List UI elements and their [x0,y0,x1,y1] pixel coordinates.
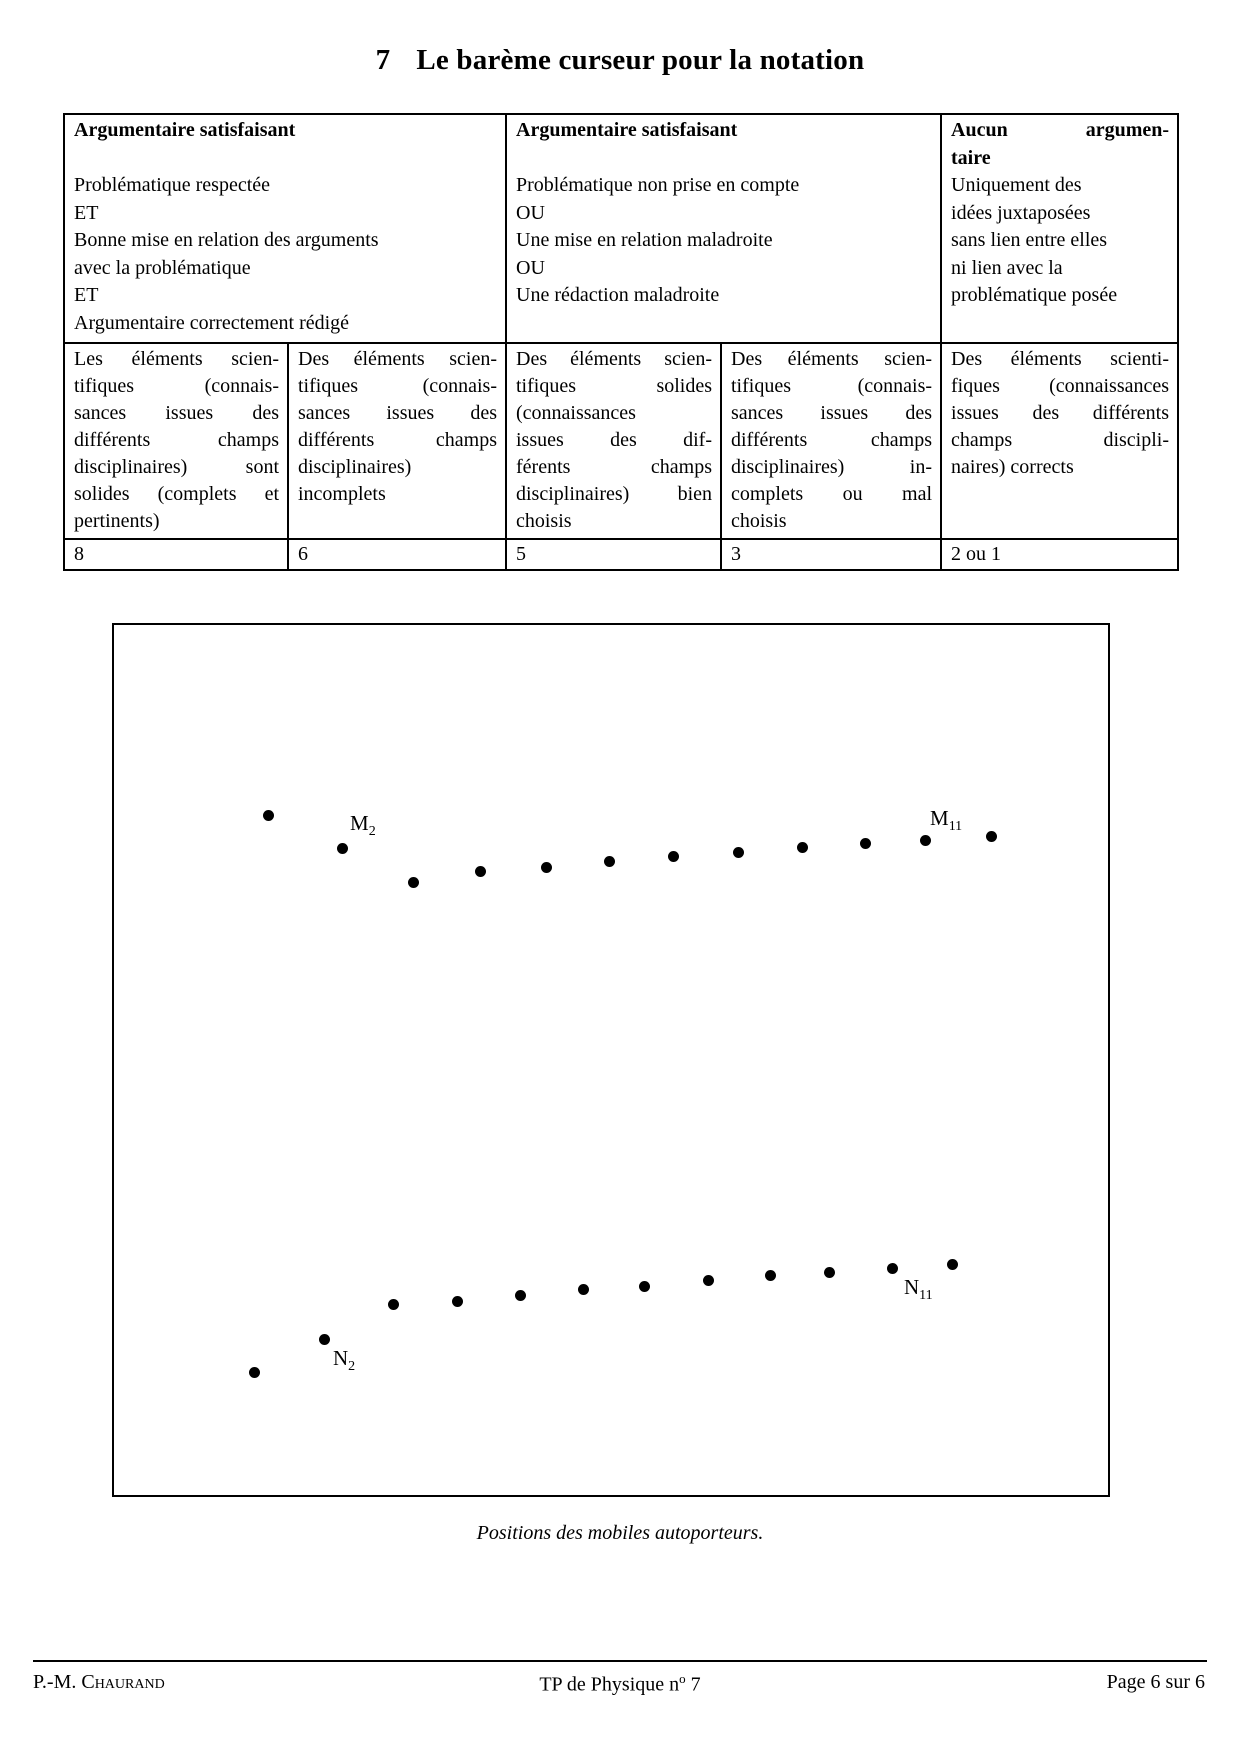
data-point-M9 [797,842,808,853]
rubric-cell [721,539,941,570]
data-point-N4 [452,1296,463,1307]
rubric-score: 3 [731,543,741,565]
point-label-main: M [350,811,369,835]
point-label-main: N [904,1275,920,1299]
rubric-cell-line: Problématique non prise en compte [516,174,800,196]
data-point-N1 [249,1367,260,1378]
figure-caption: Positions des mobiles autoporteurs. [476,1522,764,1544]
rubric-cell-line: disciplinaires) bien [516,483,712,505]
data-point-M11 [920,835,931,846]
rubric-cell [941,343,1178,539]
rubric-cell-line: Argumentaire correctement rédigé [74,311,350,334]
mobile-positions-figure [112,623,1110,1497]
rubric-cell-line: ni lien avec la [951,256,1063,279]
data-point-N12 [947,1259,958,1270]
rubric-cell [506,539,721,570]
rubric-cell-line: idées juxtaposées [951,201,1091,224]
rubric-cell-line: pertinents) [74,510,160,532]
rubric-row-criteria [64,114,1178,343]
rubric-cell [506,114,941,343]
footer-doc-title-number: 7 [685,1673,701,1696]
point-label-N11 [904,1275,933,1304]
rubric-cell-line: taire [951,146,991,169]
rubric-cell-line [516,145,932,173]
point-label-subscript: 11 [919,1288,933,1304]
rubric-score: 5 [516,543,526,565]
rubric-cell-line: Bonne mise en relation des arguments [74,229,379,251]
rubric-cell-line: ET [74,201,99,224]
rubric-cell-line: tifiques (connais- [298,375,497,397]
rubric-cell [941,114,1178,343]
rubric-cell-line: différents champs [74,429,279,451]
footer-doc-title [0,1671,1240,1697]
point-label-main: M [930,806,949,830]
rubric-cell-line: différents champs [731,429,933,451]
rubric-score: 8 [74,543,84,565]
data-point-N9 [765,1270,776,1281]
point-label-M11 [930,806,963,835]
data-point-M6 [604,856,615,867]
rubric-cell [288,539,506,570]
rubric-cell-line: Les éléments scien- [74,348,279,370]
section-title [0,44,1240,77]
rubric-row-scores [64,539,1178,570]
rubric-cell-line: Argumentaire satisfaisant [74,119,296,141]
data-point-M10 [860,838,871,849]
data-point-N8 [703,1275,714,1286]
rubric-cell-line: champs discipli- [951,429,1170,451]
point-label-main: N [333,1346,349,1370]
point-label-subscript: 2 [368,824,376,840]
rubric-cell-line: sances issues des [298,402,497,424]
data-point-N3 [388,1299,399,1310]
rubric-cell-line: sans lien entre elles [951,229,1108,251]
footer-doc-title-main: TP de Physique n [539,1673,680,1696]
rubric-cell-line: Une mise en relation maladroite [516,229,773,251]
data-point-N5 [515,1290,526,1301]
point-label-M2 [350,811,376,840]
data-point-N7 [639,1281,650,1292]
rubric-cell-line: Des éléments scien- [298,348,497,370]
data-point-M1 [263,810,274,821]
rubric-cell-line: disciplinaires) sont [74,456,279,478]
rubric-cell-line: avec la problématique [74,256,251,279]
rubric-cell-line: disciplinaires) in- [731,456,933,478]
rubric-cell-line [74,145,497,173]
point-label-subscript: 2 [348,1359,356,1375]
rubric-cell-line: sances issues des [731,402,933,424]
rubric-cell-line: disciplinaires) [298,456,412,478]
rubric-cell-line: Des éléments scien- [731,348,933,370]
rubric-cell-line: Des éléments scien- [516,348,712,370]
rubric-cell-line: choisis [516,510,572,532]
data-point-M7 [668,851,679,862]
data-point-M8 [733,847,744,858]
rubric-cell-line: différents champs [298,429,497,451]
rubric-cell [721,343,941,539]
rubric-cell-line: (connaissances [516,402,636,424]
footer-page-number: Page 6 sur 6 [1106,1671,1205,1693]
rubric-cell-line: choisis [731,510,787,532]
rubric-cell-line: Argumentaire satisfaisant [516,119,738,141]
rubric-cell-line: problématique posée [951,284,1118,306]
rubric-cell-line: naires) corrects [951,456,1074,478]
grading-rubric-table [63,113,1179,571]
rubric-score: 2 ou 1 [951,543,1002,565]
footer-rule [33,1660,1207,1662]
rubric-score: 6 [298,543,308,565]
rubric-cell [64,114,506,343]
rubric-cell-line: tifiques (connais- [731,375,933,397]
rubric-cell [941,539,1178,570]
data-point-M3 [408,877,419,888]
data-point-M5 [541,862,552,873]
rubric-cell-line: OU [516,256,545,279]
rubric-cell-line: sances issues des [74,402,279,424]
rubric-cell-line: tifiques solides [516,375,712,397]
rubric-cell [506,343,721,539]
rubric-cell-line: férents champs [516,456,712,478]
rubric-cell-line: Aucun argumen- [951,119,1170,141]
rubric-cell [64,539,288,570]
rubric-table-body [64,114,1178,570]
point-label-subscript: 11 [948,819,963,835]
point-label-N2 [333,1346,356,1375]
rubric-cell-line: Problématique respectée [74,174,271,196]
rubric-cell-line: solides (complets et [74,483,279,505]
rubric-cell-line: Uniquement des [951,174,1082,196]
footer-doc-title-ordinal: o [679,1671,686,1686]
rubric-cell-line: Une rédaction maladroite [516,284,720,306]
section-title-text: Le barème curseur pour la notation [416,44,865,76]
footer-author: P.-M. Chaurand [33,1671,165,1693]
data-point-N6 [578,1284,589,1295]
rubric-row-elements [64,343,1178,539]
rubric-cell-line: incomplets [298,483,386,505]
rubric-cell-line: ET [74,284,99,306]
data-point-M12 [986,831,997,842]
rubric-cell-line: complets ou mal [731,483,933,505]
data-point-N11 [887,1263,898,1274]
rubric-cell-line: OU [516,201,545,224]
rubric-cell-line: fiques (connaissances [951,375,1170,397]
rubric-cell [64,343,288,539]
rubric-cell-line: issues des différents [951,402,1170,424]
rubric-cell [288,343,506,539]
rubric-cell-line: Des éléments scienti- [951,348,1170,370]
data-point-M2 [337,843,348,854]
section-number: 7 [375,44,391,76]
data-point-N10 [824,1267,835,1278]
rubric-cell-line: tifiques (connais- [74,375,279,397]
data-point-M4 [475,866,486,877]
data-point-N2 [319,1334,330,1345]
rubric-cell-line: issues des dif- [516,429,712,451]
